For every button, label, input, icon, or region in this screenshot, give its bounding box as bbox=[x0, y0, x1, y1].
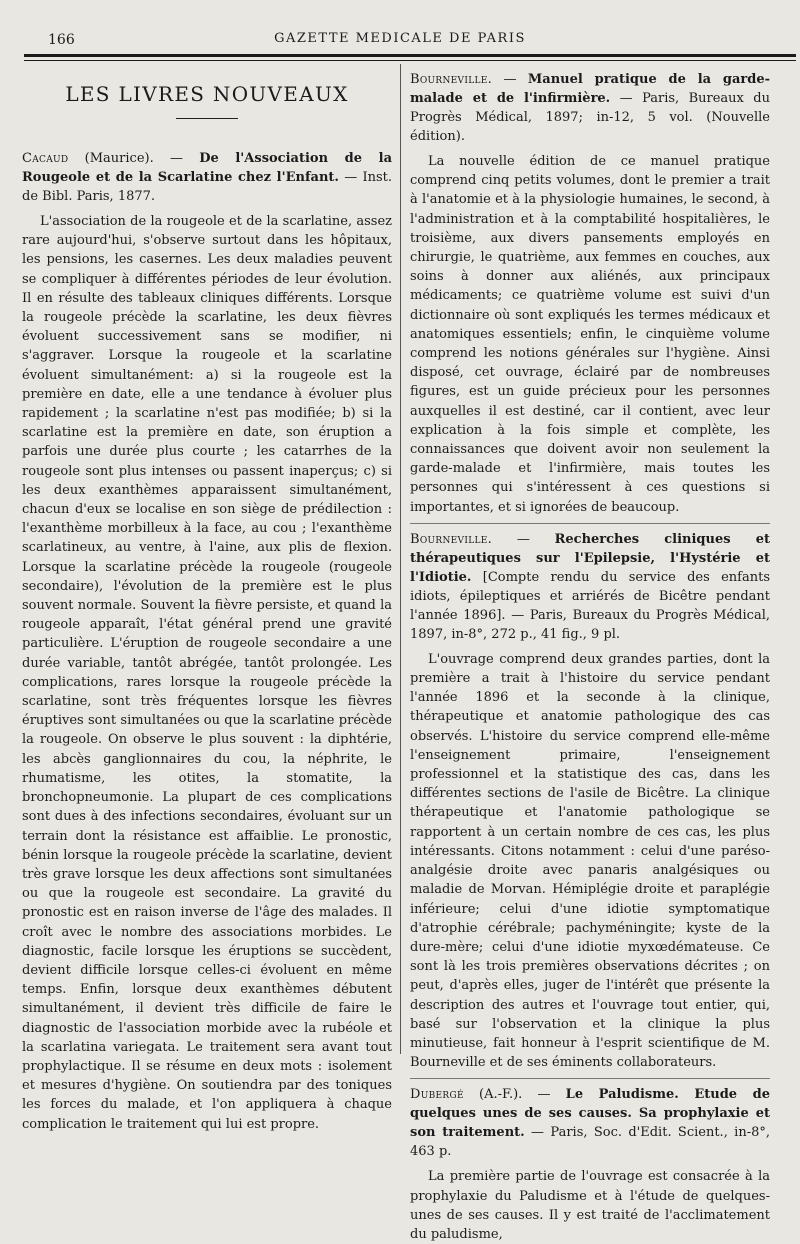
journal-title: GAZETTE MEDICALE DE PARIS bbox=[274, 31, 526, 46]
entry-body: L'association de la rougeole et de la scarlatine, assez rare aujourd'hui, s'observe surtout dans les hôpitaux, les pensions, les casernes. Les deux maladies peuvent se compliquer à différentes périodes de leur évolution. Il en résulte des tableaux cliniques différents. Lorsque la rougeole précède la scarlatine, les deux fièvres évoluent successivement sans se modifier, ni s'aggraver. Lorsque la rougeole et la scarlatine évoluent simultanément: a) si la rougeole est la première en date, elle a une tendance à évoluer plus rapidement ; la scarlatine n'est pas modifiée; b) si la scarlatine est la première en date, son éruption a parfois une durée plus courte ; les catarrhes de la rougeole sont plus intenses ou passent inaperçus; c) si les deux exanthèmes apparaissent simultanément, chacun d'eux se localise en son siège de prédilection : l'exanthème morbilleux à la face, au cou ; l'exanthème scarlatineux, au ventre, à l'aine, aux plis de flexion. Lorsque la scarlatine précède la rougeole (rougeole secondaire), l'évolution de la première est le plus souvent normale. Souvent la fièvre persiste, et quand la rougeole apparaît, l'état général prend une gravité particulière. L'éruption de rougeole secondaire a une durée variable, tantôt abrégée, tantôt prolongée. Les complications, rares lorsque la rougeole précède la scarlatine, sont très fréquentes lorsque les fièvres éruptives sont simultanées ou que la scarlatine précède la rougeole. On observe le plus souvent : la diphtérie, les abcès ganglionnaires du cou, la néphrite, le rhumatisme, les otites, la stomatite, la bronchopneumonie. La plupart de ces complications sont dues à des infections secondaires, évoluant sur un terrain dont la résistance est affaiblie. Le pronostic, bénin lorsque la rougeole précède la scarlatine, devient très grave lorsque les deux affections sont simultanées ou que la rougeole est secondaire. La gravité du pronostic est en raison inverse de l'âge des malades. Il croît avec le nombre des associations morbides. Le diagnostic, facile lorsque les éruptions se succèdent, devient difficile lorsque celles-ci évoluent en même temps. Enfin, lorsque deux exanthèmes débutent simultanément, il devient très difficile de faire le diagnostic de l'association morbide avec la rubéole et la scarlatina variegata. Le traitement sera avant tout prophylactique. Il se résume en deux mots : isolement et mesures d'hygiène. On soutiendra par des toniques les forces du malade, et l'on appliquera à chaque complication le traitement qui lui est propre. bbox=[22, 214, 392, 1132]
entry-title: Le Paludisme. Etude de quelques unes de ses causes. Sa prophylaxie et son traitement. bbox=[410, 1087, 771, 1141]
entry-body: La nouvelle édition de ce manuel pratique comprend cinq petits volumes, dont le premier a trait à l'anatomie et à la physiologie humaines, le second, à l'administration et à la comptabilité hospitalières, le troisième, aux divers pansements employés en chirurgie, le quatrième, aux femmes en couches, aux soins à donner aux aliénés, aux principaux médicaments; ce quatrième volume est suivi d'un dictionnaire où sont expliqués les termes médicaux et anatomiques essentiels; enfin, le cinquième volume comprend les notions générales sur l'hygiène. Ainsi disposé, cet ouvrage, éclairé par de nombreuses figures, est un guide précieux pour les personnes auxquelles il est destiné, car il contient, avec leur explication à la fois simple et complète, les connaissances que doivent avoir non seulement la garde-malade et l'infirmière, mais toutes les personnes qui s'intéressent à ces questions si importantes, et si ignorées de beaucoup. bbox=[410, 154, 770, 515]
entry-body: La première partie de l'ouvrage est consacrée à la prophylaxie du Paludisme et à l'étude de quelques-unes de ses causes. Il y est traité de l'acclimatement du paludisme, bbox=[410, 1169, 770, 1242]
column-divider bbox=[400, 64, 401, 1054]
entry-heading bbox=[410, 530, 770, 644]
entry-details: — Paris, Soc. d'Edit. Scient., in-8°, 463 p. bbox=[410, 1125, 771, 1160]
entry-author: Dubergé bbox=[410, 1087, 464, 1103]
entry-heading bbox=[410, 70, 770, 146]
entry-separator bbox=[410, 1078, 770, 1079]
entry-dash: — bbox=[492, 72, 528, 87]
entry-dash: — bbox=[522, 1087, 566, 1103]
entry-dash: — bbox=[492, 531, 555, 547]
entry-author: Bourneville. bbox=[410, 72, 493, 87]
entry-title: Recherches cliniques et thérapeutiques sur l'Epilepsie, l'Hystérie et l'Idiotie. bbox=[410, 531, 770, 585]
right-column bbox=[410, 70, 771, 1242]
entry-details: [Compte rendu du service des enfants idiots, épileptiques et arriérés de Bicêtre pendant l'année 1896]. — Paris, Bureaux du Progrès Médical, 1897, in-8°, 272 p., 41 fig., 9 pl. bbox=[410, 569, 770, 642]
entry-author-given: (A.-F.). bbox=[463, 1087, 523, 1103]
entry-dash: — bbox=[153, 151, 200, 166]
header-rule-thin bbox=[24, 60, 796, 61]
entry-title: Manuel pratique de la garde-malade et de l'infirmière. bbox=[410, 72, 770, 106]
page-header bbox=[0, 0, 800, 60]
entry-heading bbox=[22, 149, 392, 206]
section-title: LES LIVRES NOUVEAUX bbox=[65, 82, 349, 106]
entry-heading bbox=[410, 1085, 770, 1161]
entry-author-given: (Maurice). bbox=[68, 151, 154, 166]
left-column bbox=[22, 70, 392, 1132]
entry-body: L'ouvrage comprend deux grandes parties, dont la première a trait à l'histoire du service pendant l'année 1896 et la seconde à la clinique, thérapeutique et anatomie pathologique des cas observés. L'histoire du service comprend elle-même l'enseignement primaire, l'enseignement professionnel et la statistique des cas, dans les différentes sections de l'asile de Bicêtre. La clinique thérapeutique et l'anatomie pathologique se rapportent à un certain nombre de ces cas, les plus intéressants. Citons notamment : celui d'une paréso-analgésie droite avec panaris analgésiques ou maladie de Morvan. Hémiplégie droite et paraplégie inférieure; celui d'une idiotie symptomatique d'atrophie cérébrale; pachyméningite; kyste de la dure-mère; celui d'une idiotie myxœdémateuse. Ce sont là les trois premières observations décrites ; on peut, d'après elles, juger de l'intérêt que présente la description des autres et l'ouvrage tout entier, qui, basé sur l'observation et la clinique la plus minutieuse, fait honneur à l'esprit scientifique de M. Bourneville et de ses éminents collaborateurs. bbox=[410, 651, 770, 1071]
page-number: 166 bbox=[48, 32, 75, 48]
entry-author: Bourneville. bbox=[410, 531, 493, 547]
header-rule bbox=[24, 54, 796, 57]
entry-details: — Paris, Bureaux du Progrès Médical, 1897; in-12, 5 vol. (Nouvelle édition). bbox=[410, 91, 770, 144]
entry-details: — Inst. de Bibl. Paris, 1877. bbox=[22, 170, 392, 204]
entry-title: De l'Association de la Rougeole et de la Scarlatine chez l'Enfant. bbox=[22, 151, 392, 185]
entry-separator bbox=[410, 523, 770, 524]
entry-author: Cacaud bbox=[22, 151, 69, 166]
section-rule bbox=[176, 118, 238, 119]
